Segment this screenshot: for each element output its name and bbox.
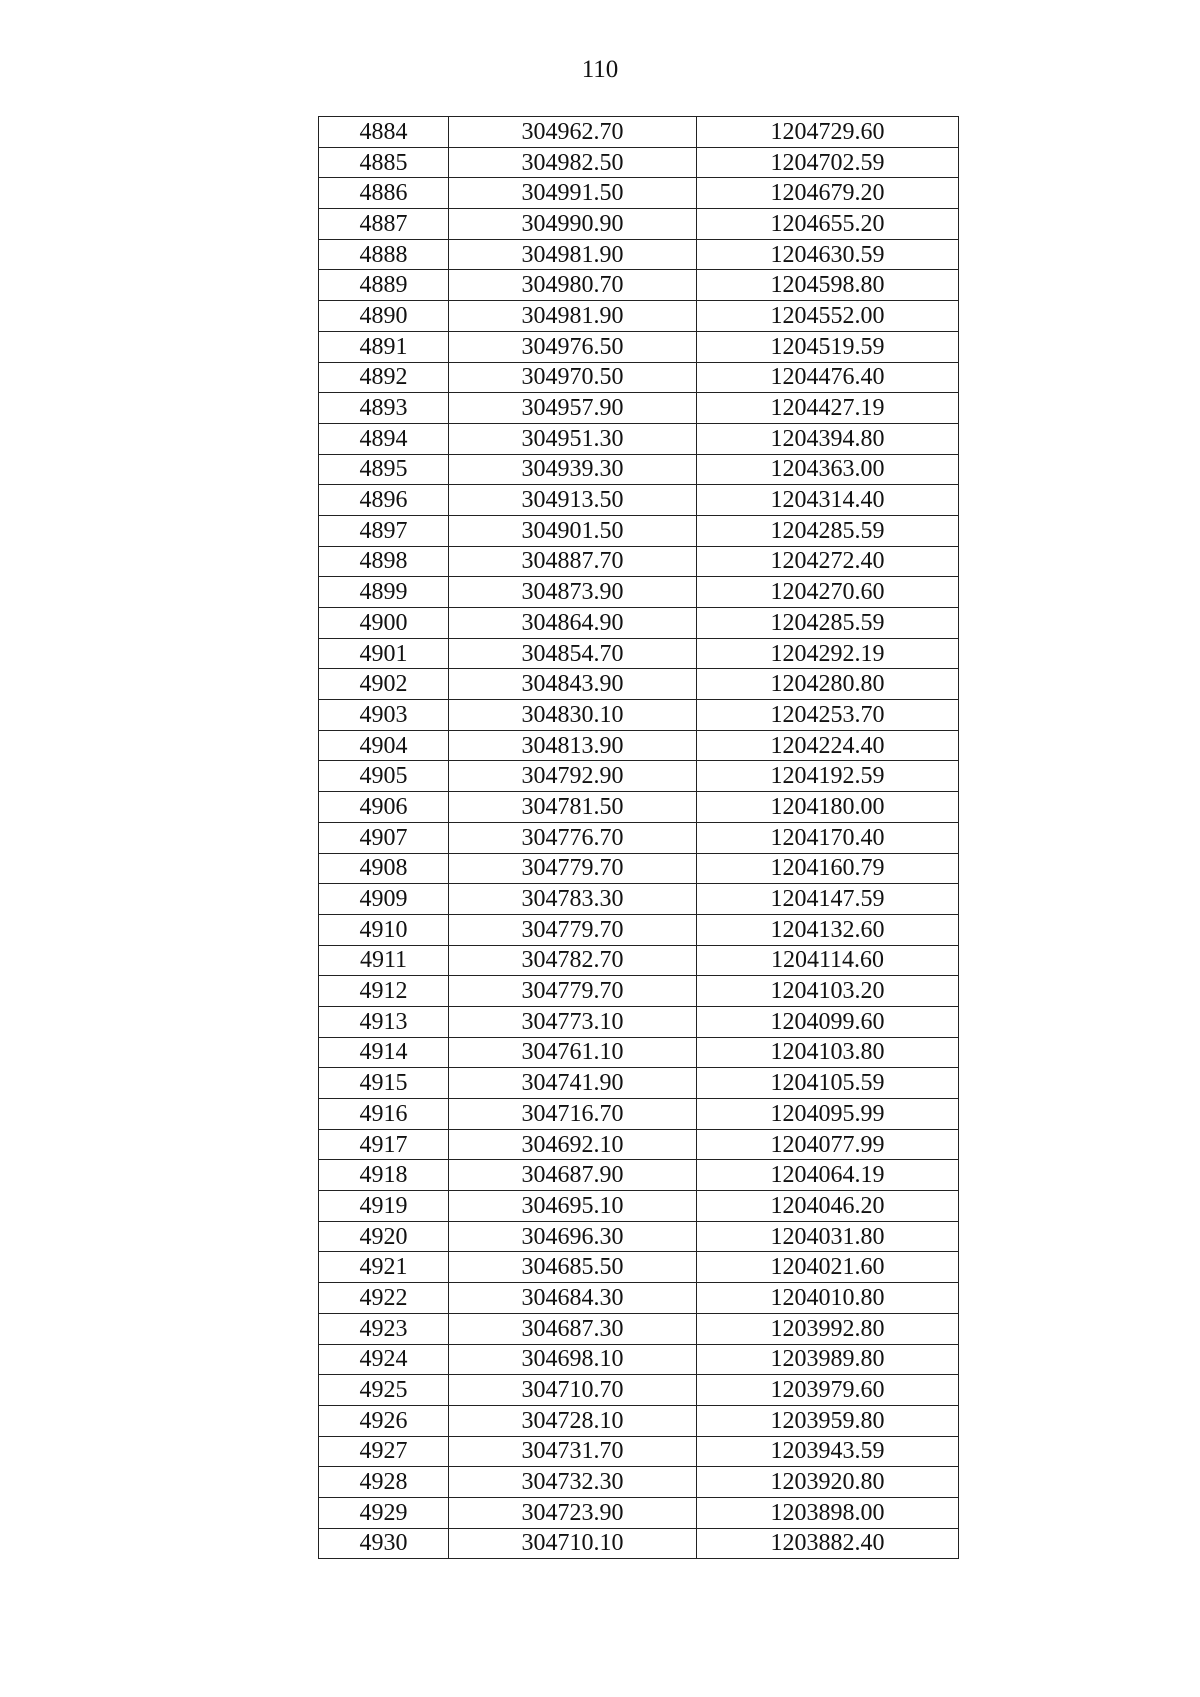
- y-coordinate-cell: 1204095.99: [697, 1099, 959, 1130]
- y-coordinate-cell: 1203959.80: [697, 1405, 959, 1436]
- point-number-cell: 4908: [319, 853, 449, 884]
- x-coordinate-cell: 304779.70: [449, 853, 697, 884]
- x-coordinate-cell: 304813.90: [449, 730, 697, 761]
- table-row: [319, 393, 959, 424]
- point-number-cell: 4911: [319, 945, 449, 976]
- table-row: [319, 608, 959, 639]
- point-number-cell: 4930: [319, 1528, 449, 1559]
- y-coordinate-cell: 1204314.40: [697, 485, 959, 516]
- table-row: [319, 1191, 959, 1222]
- point-number-cell: 4924: [319, 1344, 449, 1375]
- y-coordinate-cell: 1204679.20: [697, 178, 959, 209]
- y-coordinate-cell: 1204105.59: [697, 1068, 959, 1099]
- point-number-cell: 4927: [319, 1436, 449, 1467]
- table-row: [319, 1405, 959, 1436]
- table-row: [319, 1497, 959, 1528]
- point-number-cell: 4917: [319, 1129, 449, 1160]
- table-row: [319, 301, 959, 332]
- y-coordinate-cell: 1204292.19: [697, 638, 959, 669]
- x-coordinate-cell: 304781.50: [449, 792, 697, 823]
- y-coordinate-cell: 1204224.40: [697, 730, 959, 761]
- point-number-cell: 4923: [319, 1313, 449, 1344]
- point-number-cell: 4897: [319, 515, 449, 546]
- y-coordinate-cell: 1204655.20: [697, 209, 959, 240]
- point-number-cell: 4889: [319, 270, 449, 301]
- x-coordinate-cell: 304830.10: [449, 700, 697, 731]
- y-coordinate-cell: 1204280.80: [697, 669, 959, 700]
- x-coordinate-cell: 304723.90: [449, 1497, 697, 1528]
- x-coordinate-cell: 304710.70: [449, 1375, 697, 1406]
- point-number-cell: 4901: [319, 638, 449, 669]
- table-row: [319, 1099, 959, 1130]
- x-coordinate-cell: 304854.70: [449, 638, 697, 669]
- point-number-cell: 4892: [319, 362, 449, 393]
- table-row: [319, 1006, 959, 1037]
- x-coordinate-cell: 304991.50: [449, 178, 697, 209]
- table-row: [319, 209, 959, 240]
- table-row: [319, 423, 959, 454]
- y-coordinate-cell: 1204285.59: [697, 515, 959, 546]
- point-number-cell: 4896: [319, 485, 449, 516]
- y-coordinate-cell: 1204270.60: [697, 577, 959, 608]
- table-row: [319, 638, 959, 669]
- table-row: [319, 270, 959, 301]
- point-number-cell: 4918: [319, 1160, 449, 1191]
- table-row: [319, 914, 959, 945]
- y-coordinate-cell: 1203920.80: [697, 1467, 959, 1498]
- y-coordinate-cell: 1204031.80: [697, 1221, 959, 1252]
- y-coordinate-cell: 1204394.80: [697, 423, 959, 454]
- y-coordinate-cell: 1203979.60: [697, 1375, 959, 1406]
- x-coordinate-cell: 304698.10: [449, 1344, 697, 1375]
- x-coordinate-cell: 304687.90: [449, 1160, 697, 1191]
- x-coordinate-cell: 304873.90: [449, 577, 697, 608]
- table-row: [319, 976, 959, 1007]
- page-number: 110: [581, 56, 619, 83]
- table-row: [319, 792, 959, 823]
- point-number-cell: 4904: [319, 730, 449, 761]
- point-number-cell: 4919: [319, 1191, 449, 1222]
- x-coordinate-cell: 304939.30: [449, 454, 697, 485]
- point-number-cell: 4928: [319, 1467, 449, 1498]
- x-coordinate-cell: 304962.70: [449, 117, 697, 148]
- table-row: [319, 1375, 959, 1406]
- y-coordinate-cell: 1204363.00: [697, 454, 959, 485]
- table-row: [319, 1068, 959, 1099]
- y-coordinate-cell: 1204114.60: [697, 945, 959, 976]
- y-coordinate-cell: 1204147.59: [697, 884, 959, 915]
- y-coordinate-cell: 1204021.60: [697, 1252, 959, 1283]
- y-coordinate-cell: 1204702.59: [697, 147, 959, 178]
- table-row: [319, 1283, 959, 1314]
- point-number-cell: 4914: [319, 1037, 449, 1068]
- point-number-cell: 4884: [319, 117, 449, 148]
- point-number-cell: 4929: [319, 1497, 449, 1528]
- y-coordinate-cell: 1204132.60: [697, 914, 959, 945]
- y-coordinate-cell: 1204010.80: [697, 1283, 959, 1314]
- y-coordinate-cell: 1204598.80: [697, 270, 959, 301]
- y-coordinate-cell: 1204046.20: [697, 1191, 959, 1222]
- table-row: [319, 700, 959, 731]
- y-coordinate-cell: 1204077.99: [697, 1129, 959, 1160]
- y-coordinate-cell: 1204192.59: [697, 761, 959, 792]
- table-row: [319, 945, 959, 976]
- point-number-cell: 4895: [319, 454, 449, 485]
- point-number-cell: 4916: [319, 1099, 449, 1130]
- table-row: [319, 239, 959, 270]
- y-coordinate-cell: 1204476.40: [697, 362, 959, 393]
- table-row: [319, 730, 959, 761]
- x-coordinate-cell: 304773.10: [449, 1006, 697, 1037]
- table-row: [319, 1037, 959, 1068]
- y-coordinate-cell: 1204519.59: [697, 331, 959, 362]
- table-row: [319, 515, 959, 546]
- point-number-cell: 4921: [319, 1252, 449, 1283]
- table-row: [319, 117, 959, 148]
- y-coordinate-cell: 1204427.19: [697, 393, 959, 424]
- point-number-cell: 4906: [319, 792, 449, 823]
- x-coordinate-cell: 304731.70: [449, 1436, 697, 1467]
- point-number-cell: 4907: [319, 822, 449, 853]
- table-row: [319, 884, 959, 915]
- x-coordinate-cell: 304901.50: [449, 515, 697, 546]
- x-coordinate-cell: 304913.50: [449, 485, 697, 516]
- x-coordinate-cell: 304716.70: [449, 1099, 697, 1130]
- point-number-cell: 4898: [319, 546, 449, 577]
- x-coordinate-cell: 304687.30: [449, 1313, 697, 1344]
- table-row: [319, 669, 959, 700]
- x-coordinate-cell: 304990.90: [449, 209, 697, 240]
- x-coordinate-cell: 304976.50: [449, 331, 697, 362]
- x-coordinate-cell: 304776.70: [449, 822, 697, 853]
- x-coordinate-cell: 304981.90: [449, 239, 697, 270]
- point-number-cell: 4913: [319, 1006, 449, 1037]
- y-coordinate-cell: 1204729.60: [697, 117, 959, 148]
- point-number-cell: 4925: [319, 1375, 449, 1406]
- point-number-cell: 4912: [319, 976, 449, 1007]
- x-coordinate-cell: 304957.90: [449, 393, 697, 424]
- point-number-cell: 4886: [319, 178, 449, 209]
- y-coordinate-cell: 1203992.80: [697, 1313, 959, 1344]
- x-coordinate-cell: 304685.50: [449, 1252, 697, 1283]
- x-coordinate-cell: 304951.30: [449, 423, 697, 454]
- table-row: [319, 1436, 959, 1467]
- point-number-cell: 4902: [319, 669, 449, 700]
- y-coordinate-cell: 1204064.19: [697, 1160, 959, 1191]
- y-coordinate-cell: 1204285.59: [697, 608, 959, 639]
- table-row: [319, 485, 959, 516]
- x-coordinate-cell: 304779.70: [449, 914, 697, 945]
- x-coordinate-cell: 304982.50: [449, 147, 697, 178]
- table-row: [319, 178, 959, 209]
- table-row: [319, 1528, 959, 1559]
- table-row: [319, 454, 959, 485]
- coordinates-table-body: [319, 117, 959, 1559]
- point-number-cell: 4915: [319, 1068, 449, 1099]
- x-coordinate-cell: 304779.70: [449, 976, 697, 1007]
- table-row: [319, 362, 959, 393]
- point-number-cell: 4922: [319, 1283, 449, 1314]
- point-number-cell: 4905: [319, 761, 449, 792]
- point-number-cell: 4920: [319, 1221, 449, 1252]
- y-coordinate-cell: 1204099.60: [697, 1006, 959, 1037]
- point-number-cell: 4900: [319, 608, 449, 639]
- y-coordinate-cell: 1204170.40: [697, 822, 959, 853]
- x-coordinate-cell: 304728.10: [449, 1405, 697, 1436]
- x-coordinate-cell: 304782.70: [449, 945, 697, 976]
- x-coordinate-cell: 304843.90: [449, 669, 697, 700]
- y-coordinate-cell: 1203989.80: [697, 1344, 959, 1375]
- y-coordinate-cell: 1204552.00: [697, 301, 959, 332]
- y-coordinate-cell: 1203943.59: [697, 1436, 959, 1467]
- y-coordinate-cell: 1204180.00: [697, 792, 959, 823]
- coordinates-table: [318, 116, 959, 1559]
- table-row: [319, 577, 959, 608]
- x-coordinate-cell: 304696.30: [449, 1221, 697, 1252]
- point-number-cell: 4909: [319, 884, 449, 915]
- y-coordinate-cell: 1204272.40: [697, 546, 959, 577]
- y-coordinate-cell: 1204253.70: [697, 700, 959, 731]
- point-number-cell: 4888: [319, 239, 449, 270]
- x-coordinate-cell: 304783.30: [449, 884, 697, 915]
- point-number-cell: 4894: [319, 423, 449, 454]
- x-coordinate-cell: 304864.90: [449, 608, 697, 639]
- table-row: [319, 546, 959, 577]
- table-row: [319, 822, 959, 853]
- y-coordinate-cell: 1203898.00: [697, 1497, 959, 1528]
- x-coordinate-cell: 304980.70: [449, 270, 697, 301]
- table-row: [319, 1160, 959, 1191]
- point-number-cell: 4899: [319, 577, 449, 608]
- table-row: [319, 1344, 959, 1375]
- x-coordinate-cell: 304792.90: [449, 761, 697, 792]
- table-row: [319, 853, 959, 884]
- point-number-cell: 4885: [319, 147, 449, 178]
- table-row: [319, 1467, 959, 1498]
- y-coordinate-cell: 1203882.40: [697, 1528, 959, 1559]
- point-number-cell: 4903: [319, 700, 449, 731]
- point-number-cell: 4887: [319, 209, 449, 240]
- x-coordinate-cell: 304692.10: [449, 1129, 697, 1160]
- table-row: [319, 147, 959, 178]
- x-coordinate-cell: 304684.30: [449, 1283, 697, 1314]
- point-number-cell: 4891: [319, 331, 449, 362]
- table-row: [319, 1129, 959, 1160]
- table-row: [319, 761, 959, 792]
- x-coordinate-cell: 304981.90: [449, 301, 697, 332]
- x-coordinate-cell: 304887.70: [449, 546, 697, 577]
- x-coordinate-cell: 304761.10: [449, 1037, 697, 1068]
- point-number-cell: 4893: [319, 393, 449, 424]
- point-number-cell: 4926: [319, 1405, 449, 1436]
- table-row: [319, 331, 959, 362]
- point-number-cell: 4890: [319, 301, 449, 332]
- x-coordinate-cell: 304732.30: [449, 1467, 697, 1498]
- x-coordinate-cell: 304741.90: [449, 1068, 697, 1099]
- x-coordinate-cell: 304710.10: [449, 1528, 697, 1559]
- table-row: [319, 1221, 959, 1252]
- y-coordinate-cell: 1204103.80: [697, 1037, 959, 1068]
- y-coordinate-cell: 1204103.20: [697, 976, 959, 1007]
- point-number-cell: 4910: [319, 914, 449, 945]
- table-row: [319, 1313, 959, 1344]
- x-coordinate-cell: 304970.50: [449, 362, 697, 393]
- table-row: [319, 1252, 959, 1283]
- x-coordinate-cell: 304695.10: [449, 1191, 697, 1222]
- y-coordinate-cell: 1204160.79: [697, 853, 959, 884]
- y-coordinate-cell: 1204630.59: [697, 239, 959, 270]
